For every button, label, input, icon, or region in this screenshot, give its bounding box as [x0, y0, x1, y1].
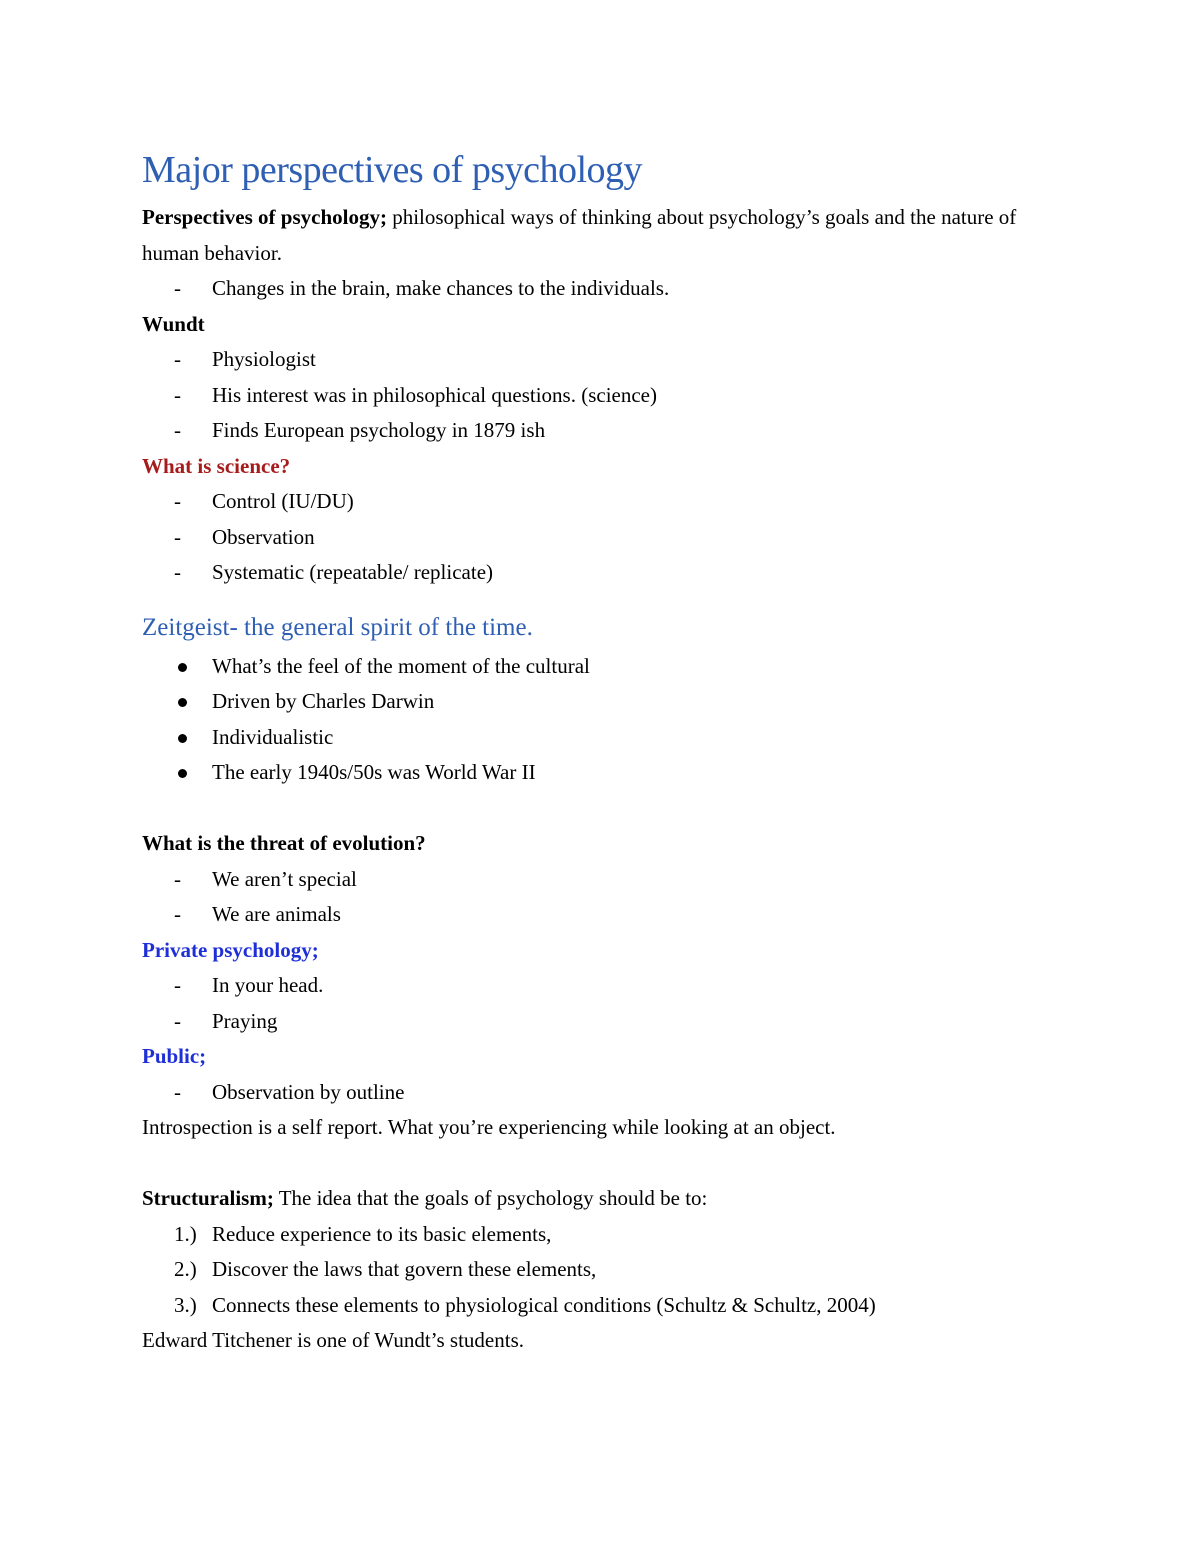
structuralism-list [142, 1217, 1072, 1324]
zeitgeist-list [142, 649, 1072, 791]
public-list [142, 1075, 1072, 1111]
intro-definition: philosophical ways of thinking about psychology’s goals and the nature of human behavior. [142, 205, 1017, 265]
dash-marker: - [174, 1008, 181, 1033]
structuralism-paragraph [142, 1181, 1072, 1217]
structuralism-term: Structuralism; [142, 1186, 274, 1210]
spacer [142, 791, 1072, 827]
list-item: - Changes in the brain, make chances to the individuals. [142, 271, 1072, 307]
dash-marker: - [174, 1079, 181, 1104]
dash-marker: - [174, 347, 181, 371]
list-item: - We are animals [142, 897, 1072, 933]
document-title: Major perspectives of psychology [142, 149, 643, 191]
list-item: - Observation by outline [142, 1075, 1072, 1111]
dash-marker: - [174, 560, 181, 584]
list-item: 2.) Discover the laws that govern these elements, [142, 1252, 1072, 1288]
list-item: - In your head. [142, 968, 1072, 1004]
number-marker: 3.) [174, 1292, 197, 1317]
public-heading: Public; [142, 1044, 207, 1068]
bullet-dot-icon [178, 769, 187, 778]
wundt-list [142, 342, 1072, 449]
number-marker: 1.) [174, 1221, 197, 1246]
list-item: 3.) Connects these elements to physiological conditions (Schultz & Schultz, 2004) [142, 1288, 1072, 1324]
zeitgeist-heading: Zeitgeist- the general spirit of the time. [142, 613, 533, 641]
list-item: - Systematic (repeatable/ replicate) [142, 555, 1072, 591]
introspection-paragraph: Introspection is a self report. What you’re experiencing while looking at an object. [142, 1115, 836, 1139]
list-item: - Finds European psychology in 1879 ish [142, 413, 1072, 449]
private-list [142, 968, 1072, 1039]
intro-list [142, 271, 1072, 307]
bullet-dot-icon [178, 663, 187, 672]
list-item: - We aren’t special [142, 862, 1072, 898]
list-item: Driven by Charles Darwin [142, 684, 1072, 720]
dash-marker: - [174, 902, 181, 926]
science-list [142, 484, 1072, 591]
dash-marker: - [174, 418, 181, 442]
closing-paragraph: Edward Titchener is one of Wundt’s students. [142, 1328, 524, 1352]
dash-marker: - [174, 866, 181, 891]
list-item: The early 1940s/50s was World War II [142, 755, 1072, 791]
list-item: - Observation [142, 520, 1072, 556]
structuralism-definition: The idea that the goals of psychology should be to: [273, 1186, 708, 1210]
dash-marker: - [174, 524, 181, 549]
bullet-dot-icon [178, 734, 187, 743]
dash-marker: - [174, 973, 181, 997]
dash-marker: - [174, 276, 181, 300]
evolution-list [142, 862, 1072, 933]
intro-paragraph [142, 200, 1072, 271]
intro-term: Perspectives of psychology; [142, 205, 387, 229]
dash-marker: - [174, 489, 181, 513]
bullet-dot-icon [178, 698, 187, 707]
list-item: What’s the feel of the moment of the cultural [142, 649, 1072, 685]
spacer [142, 591, 1072, 607]
private-heading: Private psychology; [142, 937, 319, 962]
spacer [142, 1146, 1072, 1182]
document-page [142, 140, 1072, 1359]
list-item: - Physiologist [142, 342, 1072, 378]
list-item: - Praying [142, 1004, 1072, 1040]
list-item: - His interest was in philosophical questions. (science) [142, 378, 1072, 414]
evolution-heading: What is the threat of evolution? [142, 831, 426, 855]
dash-marker: - [174, 382, 181, 407]
list-item: - Control (IU/DU) [142, 484, 1072, 520]
science-heading: What is science? [142, 453, 291, 478]
wundt-heading: Wundt [142, 311, 205, 336]
list-item: 1.) Reduce experience to its basic elements, [142, 1217, 1072, 1253]
number-marker: 2.) [174, 1257, 197, 1281]
list-item: Individualistic [142, 720, 1072, 756]
